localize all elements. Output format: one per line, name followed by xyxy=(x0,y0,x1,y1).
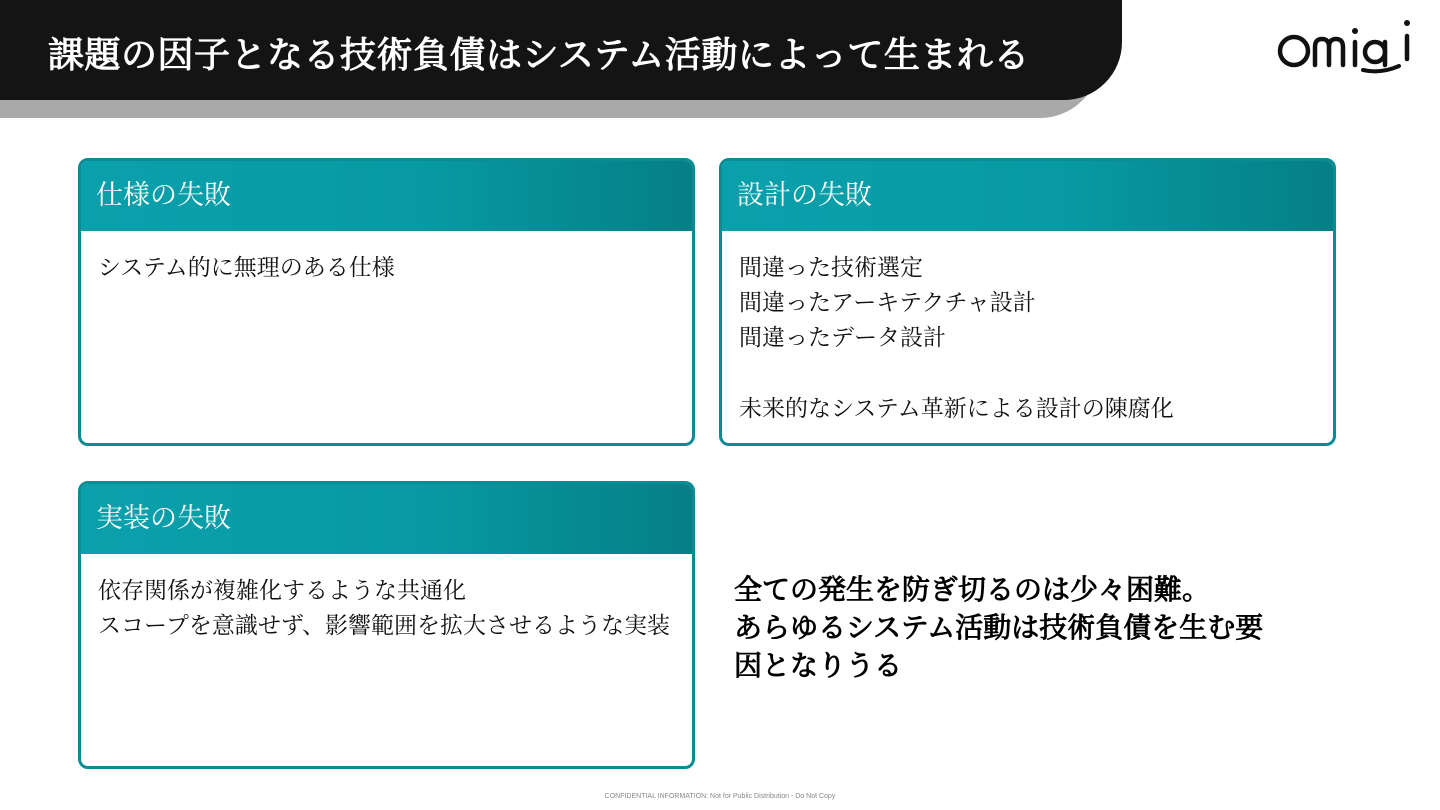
card-body xyxy=(722,231,1333,427)
card-implementation-failure xyxy=(78,481,695,769)
card-spec-failure xyxy=(78,158,695,446)
omiai-logo xyxy=(1277,14,1427,74)
card-line: システム的に無理のある仕様 xyxy=(98,255,395,281)
page-title: 課題の因子となる技術負債はシステム活動によって生まれる xyxy=(48,35,1030,76)
card-design-failure xyxy=(719,158,1336,446)
conclusion-line: 因となりうる xyxy=(734,649,903,682)
card-line: 依存関係が複雑化するような共通化 xyxy=(98,578,466,604)
card-body xyxy=(81,554,692,644)
conclusion-line: 全ての発生を防ぎ切るのは少々困難。 xyxy=(734,573,1211,606)
card-line: スコープを意識せず、影響範囲を拡大させるような実装 xyxy=(98,613,671,639)
card-title: 仕様の失敗 xyxy=(81,161,692,231)
confidential-footer: CONFIDENTIAL INFORMATION: Not for Public Distribution - Do Not Copy xyxy=(604,793,836,800)
card-title: 設計の失敗 xyxy=(722,161,1333,231)
card-body xyxy=(81,231,692,286)
logo-text: Omiai xyxy=(1277,14,1280,15)
conclusion-line: あらゆるシステム活動は技術負債を生む要 xyxy=(734,611,1264,644)
card-line: 間違ったアーキテクチャ設計 xyxy=(739,290,1036,316)
card-title: 実装の失敗 xyxy=(81,484,692,554)
card-line: 間違ったデータ設計 xyxy=(739,325,946,351)
card-line: 未来的なシステム革新による設計の陳腐化 xyxy=(739,396,1174,422)
conclusion-text xyxy=(734,571,1334,685)
card-line: 間違った技術選定 xyxy=(739,255,923,281)
header-bar xyxy=(0,0,1122,100)
